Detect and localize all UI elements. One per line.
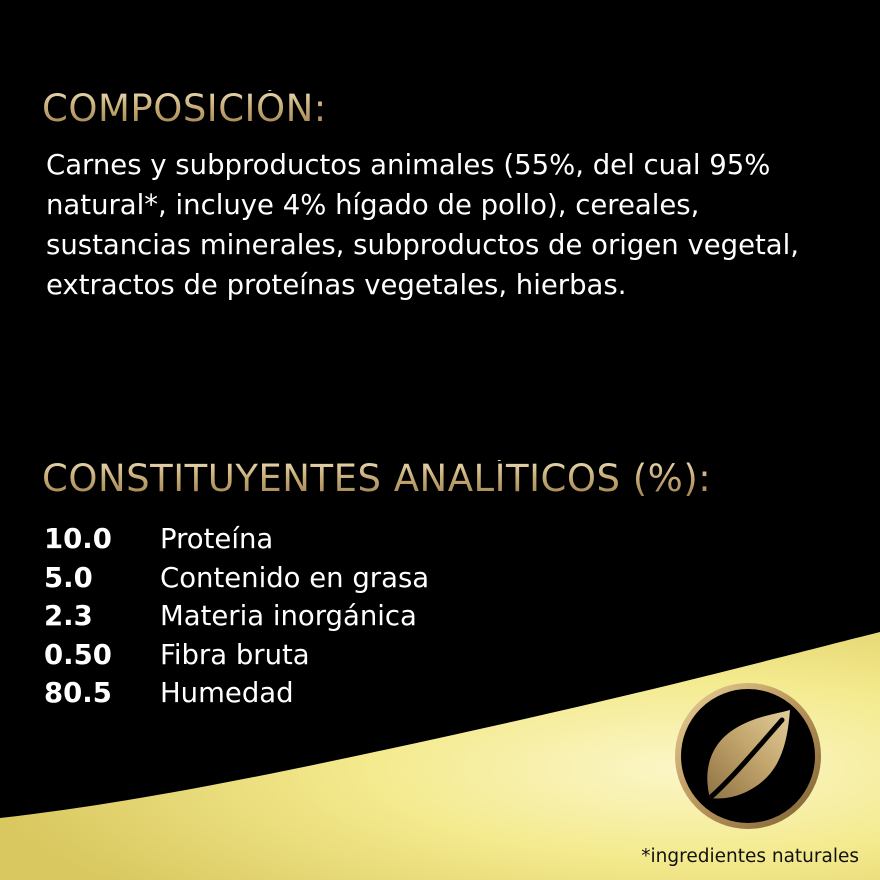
natural-leaf-badge [674, 682, 822, 830]
constituent-label: Materia inorgánica [160, 600, 417, 632]
list-item [44, 674, 429, 713]
constituent-label: Humedad [160, 677, 294, 709]
list-item [44, 597, 429, 636]
constituent-label: Fibra bruta [160, 638, 310, 671]
constituent-label: Proteína [160, 523, 274, 555]
constituent-value: 0.50 [44, 638, 112, 671]
constituent-label: Contenido en grasa [160, 561, 430, 594]
constituent-value: 2.3 [44, 600, 93, 632]
constituent-value: 10.0 [44, 523, 112, 555]
constituent-value: 80.5 [44, 677, 112, 709]
list-item [44, 520, 429, 559]
composition-text: Carnes y subproductos animales (55%, del cual 95% natural*, incluye 4% hígado de pollo), cereales, sustancias minerales, subproductos de origen vegetal, extractos de proteínas vegetales, hierbas. [46, 149, 800, 301]
analytical-constituents-heading: CONSTITUYENTES ANALÍTICOS (%): [42, 457, 712, 500]
analytical-constituents-list [44, 520, 429, 713]
list-item [44, 559, 429, 598]
list-item [44, 636, 429, 675]
constituent-value: 5.0 [44, 561, 93, 594]
natural-ingredients-footnote: *ingredientes naturales [641, 846, 859, 867]
composition-heading: COMPOSICIÓN: [42, 87, 327, 130]
